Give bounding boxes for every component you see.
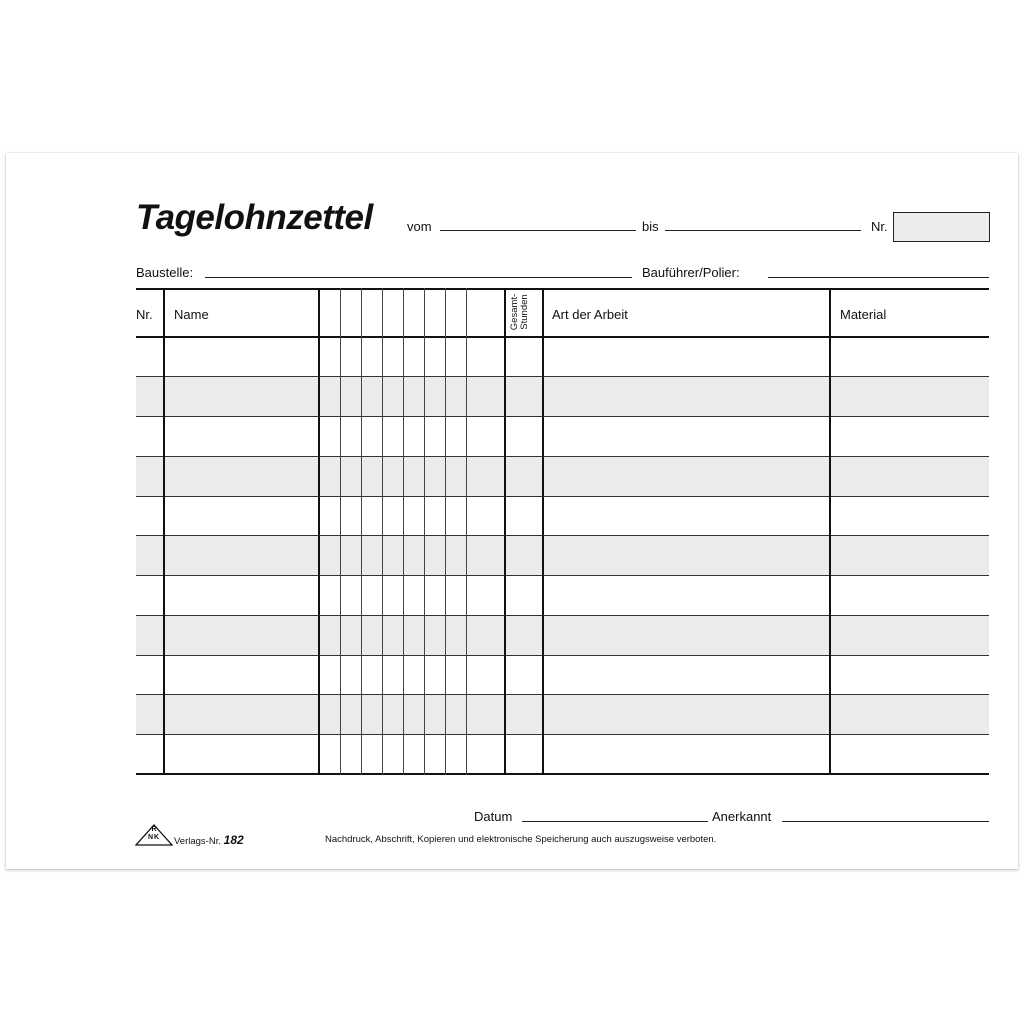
verlag-label: Verlags-Nr. <box>174 836 221 847</box>
table-header-border <box>136 336 989 338</box>
table-row-band <box>136 377 989 416</box>
bauleiter-label: Bauführer/Polier: <box>642 265 740 280</box>
table-row-line <box>136 416 989 417</box>
anerkannt-label: Anerkannt <box>712 809 772 824</box>
hour-col-divider <box>466 288 467 775</box>
hour-col-divider <box>403 288 404 775</box>
col-divider <box>504 288 506 775</box>
form-title: Tagelohnzettel <box>136 198 373 237</box>
vom-label: vom <box>407 219 432 234</box>
table-row-line <box>136 456 989 457</box>
header-material: Material <box>840 307 887 322</box>
header-gesamt-line1: Gesamt- <box>509 293 520 331</box>
vom-field[interactable] <box>440 230 636 231</box>
header-gesamt-line2: Stunden <box>519 294 530 330</box>
logo-letters <box>147 826 161 842</box>
logo-letters-bottom: NK <box>147 834 161 841</box>
table-row-band <box>136 695 989 734</box>
table-row-line <box>136 655 989 656</box>
nr-label: Nr. <box>871 219 888 234</box>
anerkannt-field[interactable] <box>782 821 989 822</box>
table-row-band <box>136 616 989 655</box>
table-row-line <box>136 615 989 616</box>
hour-col-divider <box>445 288 446 775</box>
nr-field[interactable] <box>893 212 990 242</box>
table-row-line <box>136 535 989 536</box>
form-sheet <box>6 153 1018 869</box>
datum-field[interactable] <box>522 821 708 822</box>
hour-col-divider <box>361 288 362 775</box>
header-art-der-arbeit: Art der Arbeit <box>552 307 628 322</box>
table-row-band <box>136 457 989 496</box>
header-gesamt-stunden <box>510 290 530 334</box>
bis-label: bis <box>642 219 659 234</box>
verlag-number: 182 <box>223 833 244 847</box>
col-divider <box>318 288 320 775</box>
table-row-line <box>136 496 989 497</box>
table-row-line <box>136 575 989 576</box>
baustelle-field[interactable] <box>205 277 632 278</box>
table-row-band <box>136 536 989 575</box>
datum-label: Datum <box>474 809 513 824</box>
header-nr: Nr. <box>136 307 153 322</box>
baustelle-label: Baustelle: <box>136 265 194 280</box>
logo-letter-top: R <box>151 826 157 833</box>
table-row-line <box>136 376 989 377</box>
col-divider <box>163 288 165 775</box>
hour-col-divider <box>340 288 341 775</box>
copyright-notice: Nachdruck, Abschrift, Kopieren und elektronische Speicherung auch auszugsweise verboten. <box>325 834 717 845</box>
table-row-line <box>136 734 989 735</box>
bauleiter-field[interactable] <box>768 277 989 278</box>
hour-col-divider <box>424 288 425 775</box>
header-name: Name <box>174 307 209 322</box>
col-divider <box>829 288 831 775</box>
hour-col-divider <box>382 288 383 775</box>
table-top-border <box>136 288 989 290</box>
col-divider <box>542 288 544 775</box>
table-bottom-border <box>136 773 989 775</box>
table-row-line <box>136 694 989 695</box>
bis-field[interactable] <box>665 230 861 231</box>
